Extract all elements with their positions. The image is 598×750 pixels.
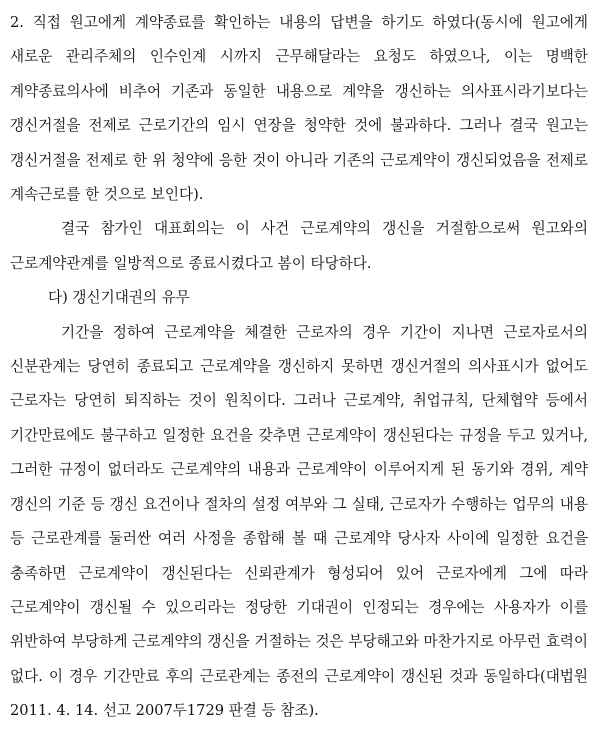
paragraph-renewal-expectation-principle: 기간을 정하여 근로계약을 체결한 근로자의 경우 기간이 지나면 근로자로서의 신분관계는 당연히 종료되고 근로계약을 갱신하지 못하면 갱신거절의 의사표시가 없어도 근로자는 당연히 퇴직하는 것이 원칙이다. 그러나 근로계약, 취업규칙, 단체협약 등에서 기간만료에도 불구하고 일정한 요건을 갖추면 근로계약이 갱신된다는 규정을 두고 있거나, 그러한 규정이 없더라도 근로계약의 내용과 근로계약이 이루어지게 된 동기와 경위, 계약 갱신의 기준 등 갱신 요건이나 절차의 설정 여부와 그 실태, 근로자가 수행하는 업무의 내용 등 근로관계를 둘러싼 여러 사정을 종합해 볼 때 근로계약 당사자 사이에 일정한 요건을 충족하면 근로계약이 갱신된다는 신뢰관계가 형성되어 있어 근로자에게 그에 따라 근로계약이 갱신될 수 있으리라는 정당한 기대권이 인정되는 경우에는 사용자가 이를 위반하여 부당하게 근로계약의 갱신을 거절하는 것은 부당해고와 마찬가지로 아무런 효력이 없다. 이 경우 기간만료 후의 근로관계는 종전의 근로계약이 갱신된 것과 동일하다(대법원 2011. 4. 14. 선고 2007두1729 판결 등 참조). bbox=[10, 323, 588, 720]
paragraph-contract-termination: 2. 직접 원고에게 계약종료를 확인하는 내용의 답변을 하기도 하였다(동시에 원고에게 새로운 관리주체의 인수인계 시까지 근무해달라는 요청도 하였으나, 이는 명백한 계약종료의사에 비추어 기존과 동일한 내용으로 계약을 갱신하는 의사표시라기보다는 갱신거절을 전제로 근로기간의 임시 연장을 청약한 것에 불과하다. 그러나 결국 원고는 갱신거절을 전제로 한 위 청약에 응한 것이 아니라 기존의 근로계약이 갱신되었음을 전제로 계속근로를 한 것으로 보인다). bbox=[10, 14, 588, 204]
section-heading-renewal-expectation: 다) 갱신기대권의 유무 bbox=[48, 289, 190, 307]
document-page bbox=[10, 6, 588, 729]
paragraph-conclusion: 결국 참가인 대표회의는 이 사건 근로계약의 갱신을 거절함으로써 원고와의 근로계약관계를 일방적으로 종료시켰다고 봄이 타당하다. bbox=[10, 220, 588, 272]
